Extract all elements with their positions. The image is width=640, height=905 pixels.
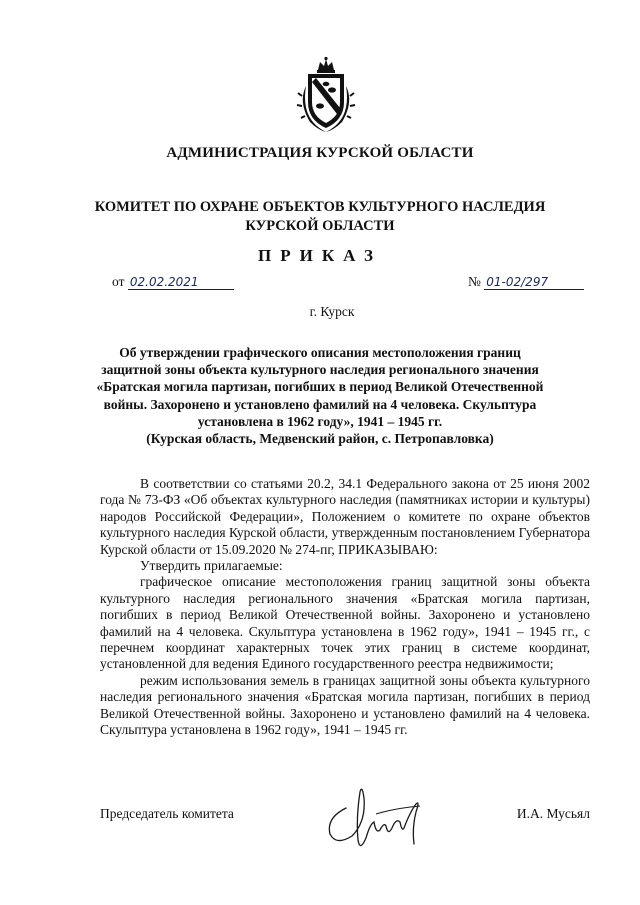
committee-title-line2: КУРСКОЙ ОБЛАСТИ: [245, 218, 395, 234]
subject-line1: Об утверждении графического описания местоположения границ: [119, 345, 521, 360]
subject-line6: (Курская область, Медвенский район, с. Петропавловка): [146, 431, 494, 447]
body-paragraph-land-use-regime: режим использования земель в границах защитной зоны объекта культурного наследия регионального значения «Братская могила партизан, погибших в период Великой Отечественной войны. Захоронено и установлено фамилий на 4 человека. Скульптура установлена в 1962 году», 1941 – 1945 гг.: [100, 672, 590, 738]
order-number: [468, 274, 584, 290]
administration-title: АДМИНИСТРАЦИЯ КУРСКОЙ ОБЛАСТИ: [166, 145, 474, 161]
signatory-position: Председатель комитета: [100, 806, 234, 821]
date-value-handwritten: 02.02.2021: [128, 275, 234, 290]
subject-line2: защитной зоны объекта культурного наследия регионального значения: [101, 362, 539, 378]
coat-of-arms-icon: [296, 56, 356, 134]
body-paragraph-preamble: В соответствии со статьями 20.2, 34.1 Федерального закона от 25 июня 2002 года № 73-ФЗ «Об объектах культурного наследия (памятниках истории и культуры) народов Российской Федерации», Положением о комитете по охране объектов культурного наследия Курской области, утвержденным постановлением Губернатора Курской области от 15.09.2020 № 274-пг, ПРИКАЗЫВАЮ:: [100, 476, 590, 557]
order-subject: [92, 344, 548, 447]
order-date: [112, 274, 234, 290]
number-value-handwritten: 01-02/297: [484, 275, 584, 290]
handwritten-signature: [316, 778, 436, 856]
city-line: г. Курск: [309, 304, 355, 319]
body-paragraph-approve: Утвердить прилагаемые:: [140, 558, 283, 574]
subject-line3: «Братская могила партизан, погибших в период Великой Отечественной: [96, 379, 544, 395]
committee-title: [0, 198, 640, 236]
date-prefix: от: [112, 274, 125, 289]
order-body: [100, 476, 590, 739]
subject-line4: войны. Захоронено и установлено фамилий на 4 человека. Скульптура: [103, 396, 537, 412]
body-paragraph-graphic-description: графическое описание местоположения границ защитной зоны объекта культурного наследия регионального значения «Братская могила партизан, погибших в период Великой Отечественной войны. Захоронено и установлено фамилий на 4 человека. Скульптура установлена в 1962 году», 1941 – 1945 гг., с перечнем координат характерных точек этих границ в системе координат, установленной для ведения Единого государственного реестра недвижимости;: [100, 574, 590, 672]
subject-line5: установлена в 1962 году», 1941 – 1945 гг.: [197, 413, 443, 429]
document-type-title: ПРИКАЗ: [258, 246, 382, 265]
number-prefix: №: [468, 274, 481, 289]
signatory-name: И.А. Мусьял: [516, 806, 590, 821]
committee-title-line1: КОМИТЕТ ПО ОХРАНЕ ОБЪЕКТОВ КУЛЬТУРНОГО НАСЛЕДИЯ: [94, 199, 546, 215]
